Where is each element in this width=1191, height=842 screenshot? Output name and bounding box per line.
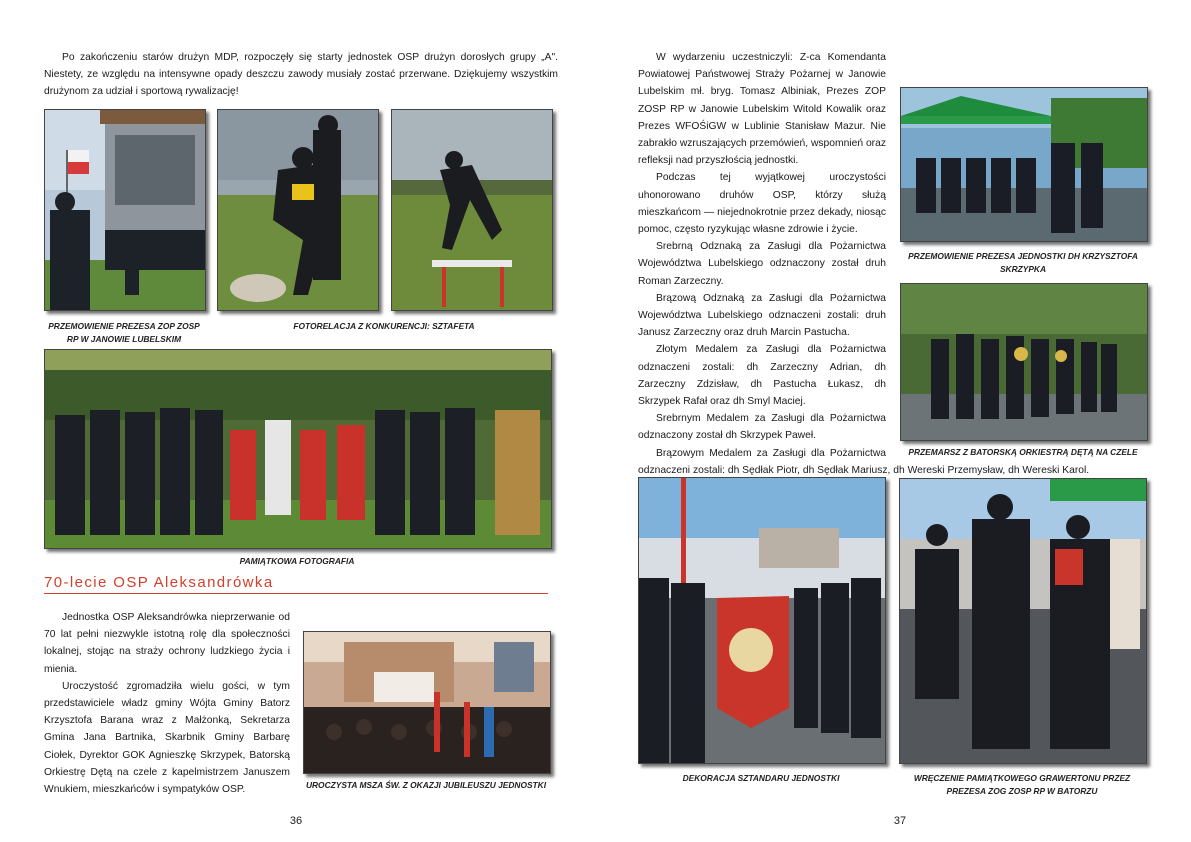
caption-march: PRZEMARSZ Z BATORSKĄ ORKIESTRĄ DĘTĄ NA CZELE [908, 447, 1138, 457]
section-heading: 70-lecie OSP Aleksandrówka [44, 574, 274, 591]
intro-text: Po zakończeniu starów drużyn MDP, rozpoczęły się starty jednostek OSP drużyn dorosłych grupy „A". Niestety, ze względu na intensywne opady deszczu zawody musiały zostać przerwane. Dziękujemy wszystkim drużynom za udział i sportową rywalizację! [44, 52, 558, 98]
photo-mass [303, 631, 551, 774]
photo-zop-speech [44, 109, 206, 311]
caption-mass: UROCZYSTA MSZA ŚW. Z OKAZJI JUBILEUSZU JEDNOSTKI [305, 780, 547, 790]
para-silver-badge: Srebrną Odznaką za Zasługi dla Pożarnictwa Województwa Lubelskiego odznaczony został druh Roman Zarzeczny. [638, 241, 886, 287]
para-guests: Uroczystość zgromadziła wielu gości, w tym przedstawiciele władz gminy Wójta Gminy Batorz Krzysztofa Barana wraz z Małżonką, Sekretarza Gmina Jana Bartnika, Skarbnik Gminy Barbarę Ciołek, Dyrektor GOK Agnieszkę Skrzypek, Batorską Orkiestrę Dętą na czele z kapelmistrzem Januszem Wnukiem, mieszkańców i sympatyków OSP. [44, 680, 290, 796]
photo-relay-2 [391, 109, 553, 311]
heading-rule [44, 593, 548, 594]
photo-banner [638, 477, 886, 764]
photo-relay-1 [217, 109, 379, 311]
para-participants: W wydarzeniu uczestniczyli: Z-ca Komendanta Powiatowej Państwowej Straży Pożarnej w Janowie Lubelskim mł. bryg. Tomasz Albiniak, Prezes ZOP ZOSP RP w Janowie Lubelskim Witold Kowalik oraz Prezes WFOŚiGW w Lublinie Stanisław Mazur. Nie zabrakło wzruszających przemówień, wspomnień oraz refleksji nad przyszłością jednostki. [638, 52, 886, 167]
page-number-right: 37 [893, 815, 907, 827]
caption-award: WRĘCZENIE PAMIĄTKOWEGO GRAWERTONU PRZEZ PREZESA ZOG ZOSP RP W BATORZU [913, 773, 1131, 796]
caption-banner: DEKORACJA SZTANDARU JEDNOSTKI [682, 773, 840, 783]
photo-float-spacer [886, 85, 1147, 461]
para-bronze-medal: Brązowym Medalem za Zasługi dla Pożarnictwa odznaczeni zostali: dh Sędłak Piotr, dh Sędłak Mariusz, dh Wereski Przemysław, dh Wereski Karol. [638, 447, 1090, 476]
para-gold-medal: Złotym Medalem za Zasługi dla Pożarnictwa odznaczeni zostali: dh Zarzeczny Adrian, dh Zarzeczny Zdzisław, dh Pastucha Łukasz, dh Skrzypek Rafał oraz dh Smyl Maciej. [638, 344, 886, 408]
left-column-text [44, 609, 290, 798]
caption-zop-speech: PRZEMOWIENIE PREZESA ZOP ZOSP RP W JANOWIE LUBELSKIM [48, 321, 200, 344]
caption-unit-speech: PRZEMOWIENIE PREZESA JEDNOSTKI DH KRZYSZTOFA SKRZYPKA [908, 251, 1138, 274]
para-silver-medal: Srebrnym Medalem za Zasługi dla Pożarnictwa odznaczony został dh Skrzypek Paweł. [638, 413, 886, 442]
para-history: Jednostka OSP Aleksandrówka nieprzerwanie od 70 lat pełni niezwykle istotną rolę dla społeczności lokalnej, stojąc na straży ochrony ludzkiego życia i mienia. [44, 612, 290, 675]
caption-group: PAMIĄTKOWA FOTOGRAFIA [239, 556, 355, 566]
para-bronze-badge: Brązową Odznaką za Zasługi dla Pożarnictwa Województwa Lubelskiego odznaczeni zostali: druh Janusz Zarzeczny oraz druh Marcin Pastucha. [638, 292, 886, 339]
para-honored: Podczas tej wyjątkowej uroczystości uhonorowano druhów OSP, którzy służą mieszkańcom — niejednokrotnie przez dekady, niosąc pomoc, często ryzykując własne zdrowie i życie. [638, 172, 886, 236]
page-number-left: 36 [289, 815, 303, 827]
photo-group [44, 349, 552, 549]
photo-award [899, 478, 1147, 764]
right-text-flow [638, 49, 1147, 476]
caption-relay: FOTORELACJA Z KONKURENCJI: SZTAFETA [293, 321, 475, 331]
